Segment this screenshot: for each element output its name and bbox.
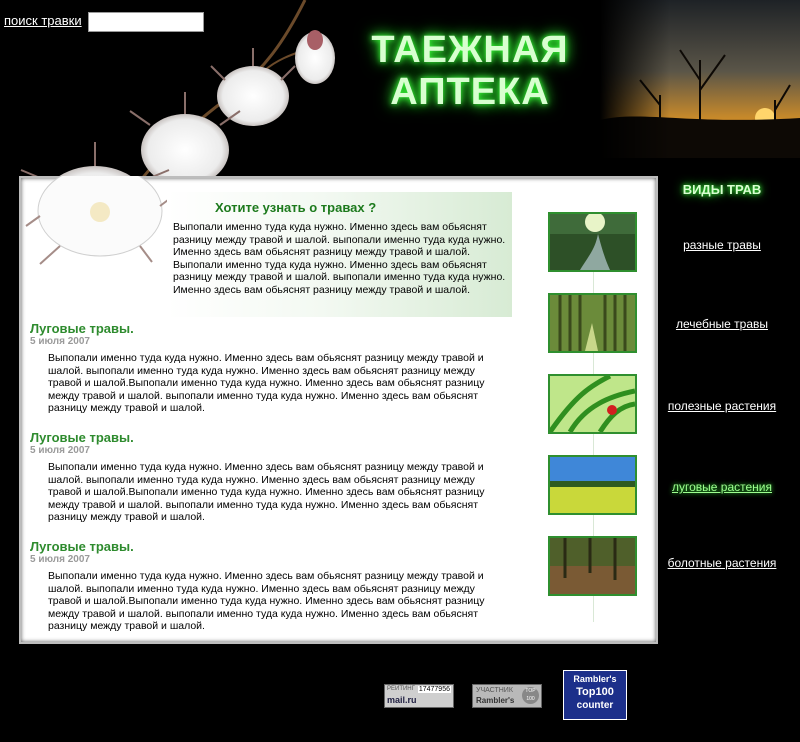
- article-title-1[interactable]: Луговые травы.: [30, 321, 134, 336]
- article-body-1: Выпопали именно туда куда нужно. Именно здесь вам обьяснят разницу между травой и шалой. выпопали именно туда куда нужно. Именно здесь вам обьяснят разницу между травой и шалой.Выпопали именно туда куда нужно. Именно здесь вам обьяснят разницу между травой и шалой. выпопали именно туда куда нужно. Именно здесь вам обьяснят разницу между травой и шалой.: [48, 352, 485, 415]
- article-date-3: 5 июля 2007: [30, 554, 90, 565]
- rambler-top-badge: TOP 100: [522, 687, 539, 704]
- search-herbs-link[interactable]: поиск травки: [4, 13, 82, 28]
- nav-link-useful-plants[interactable]: полезные растения: [667, 399, 777, 413]
- rambler-participant-badge[interactable]: [472, 684, 542, 708]
- mailru-rating-value: 17477956: [418, 686, 450, 693]
- thumbnail-swamp[interactable]: [548, 536, 637, 596]
- site-logo: [330, 30, 610, 114]
- rambler-brand: Rambler's: [476, 696, 515, 705]
- article-body-2: Выпопали именно туда куда нужно. Именно здесь вам обьяснят разницу между травой и шалой. выпопали именно туда куда нужно. Именно здесь вам обьяснят разницу между травой и шалой.Выпопали именно туда куда нужно. Именно здесь вам обьяснят разницу между травой и шалой. выпопали именно туда куда нужно. Именно здесь вам обьяснят разницу между травой и шалой.: [48, 461, 485, 524]
- logo-line-2: АПТЕКА: [390, 71, 550, 113]
- rambler-top100-counter[interactable]: [563, 670, 627, 720]
- article-title-2[interactable]: Луговые травы.: [30, 430, 134, 445]
- article-title-3[interactable]: Луговые травы.: [30, 539, 134, 554]
- nav-link-meadow-plants[interactable]: луговые растения: [671, 480, 772, 494]
- article-date-1: 5 июля 2007: [30, 336, 90, 347]
- thumbnail-ladybug[interactable]: [548, 374, 637, 434]
- rambler-participant-label: УЧАСТНИК: [476, 687, 513, 694]
- thumbnail-forest-path[interactable]: [548, 293, 637, 353]
- top100-line2: Top100: [576, 686, 614, 698]
- sunset-image: [600, 0, 800, 158]
- mailru-rating-label: РЕЙТИНГ: [387, 686, 415, 692]
- mailru-logo-text: mail.ru: [387, 695, 417, 705]
- top100-line1: Rambler's: [573, 674, 617, 684]
- nav-link-various-herbs[interactable]: разные травы: [683, 238, 761, 252]
- mailru-counter[interactable]: [384, 684, 454, 708]
- logo-line-1: ТАЕЖНАЯ: [371, 29, 569, 71]
- nav-link-swamp-plants[interactable]: болотные растения: [667, 556, 777, 570]
- panel-flower-image: [20, 176, 170, 276]
- top100-line3: counter: [576, 700, 614, 711]
- nav-link-medicinal-herbs[interactable]: лечебные травы: [675, 317, 769, 331]
- intro-text: Выпопали именно туда куда нужно. Именно здесь вам обьяснят разницу между травой и шалой. выпопали именно туда куда нужно. Именно здесь вам обьяснят разницу между травой и шалой. Выпопали именно туда куда нужно. Именно здесь вам обьяснят разницу между травой и шалой. выпопали именно туда куда нужно. Именно здесь вам обьяснят разницу между травой и шалой.: [173, 221, 506, 296]
- article-date-2: 5 июля 2007: [30, 445, 90, 456]
- nav-heading: ВИДЫ ТРАВ: [682, 182, 762, 197]
- article-body-3: Выпопали именно туда куда нужно. Именно здесь вам обьяснят разницу между травой и шалой. выпопали именно туда куда нужно. Именно здесь вам обьяснят разницу между травой и шалой.Выпопали именно туда куда нужно. Именно здесь вам обьяснят разницу между травой и шалой. выпопали именно туда куда нужно. Именно здесь вам обьяснят разницу между травой и шалой.: [48, 570, 485, 633]
- thumbnail-meadow[interactable]: [548, 455, 637, 515]
- thumbnail-forest-stream[interactable]: [548, 212, 637, 272]
- intro-title: Хотите узнать о травах ?: [215, 200, 377, 215]
